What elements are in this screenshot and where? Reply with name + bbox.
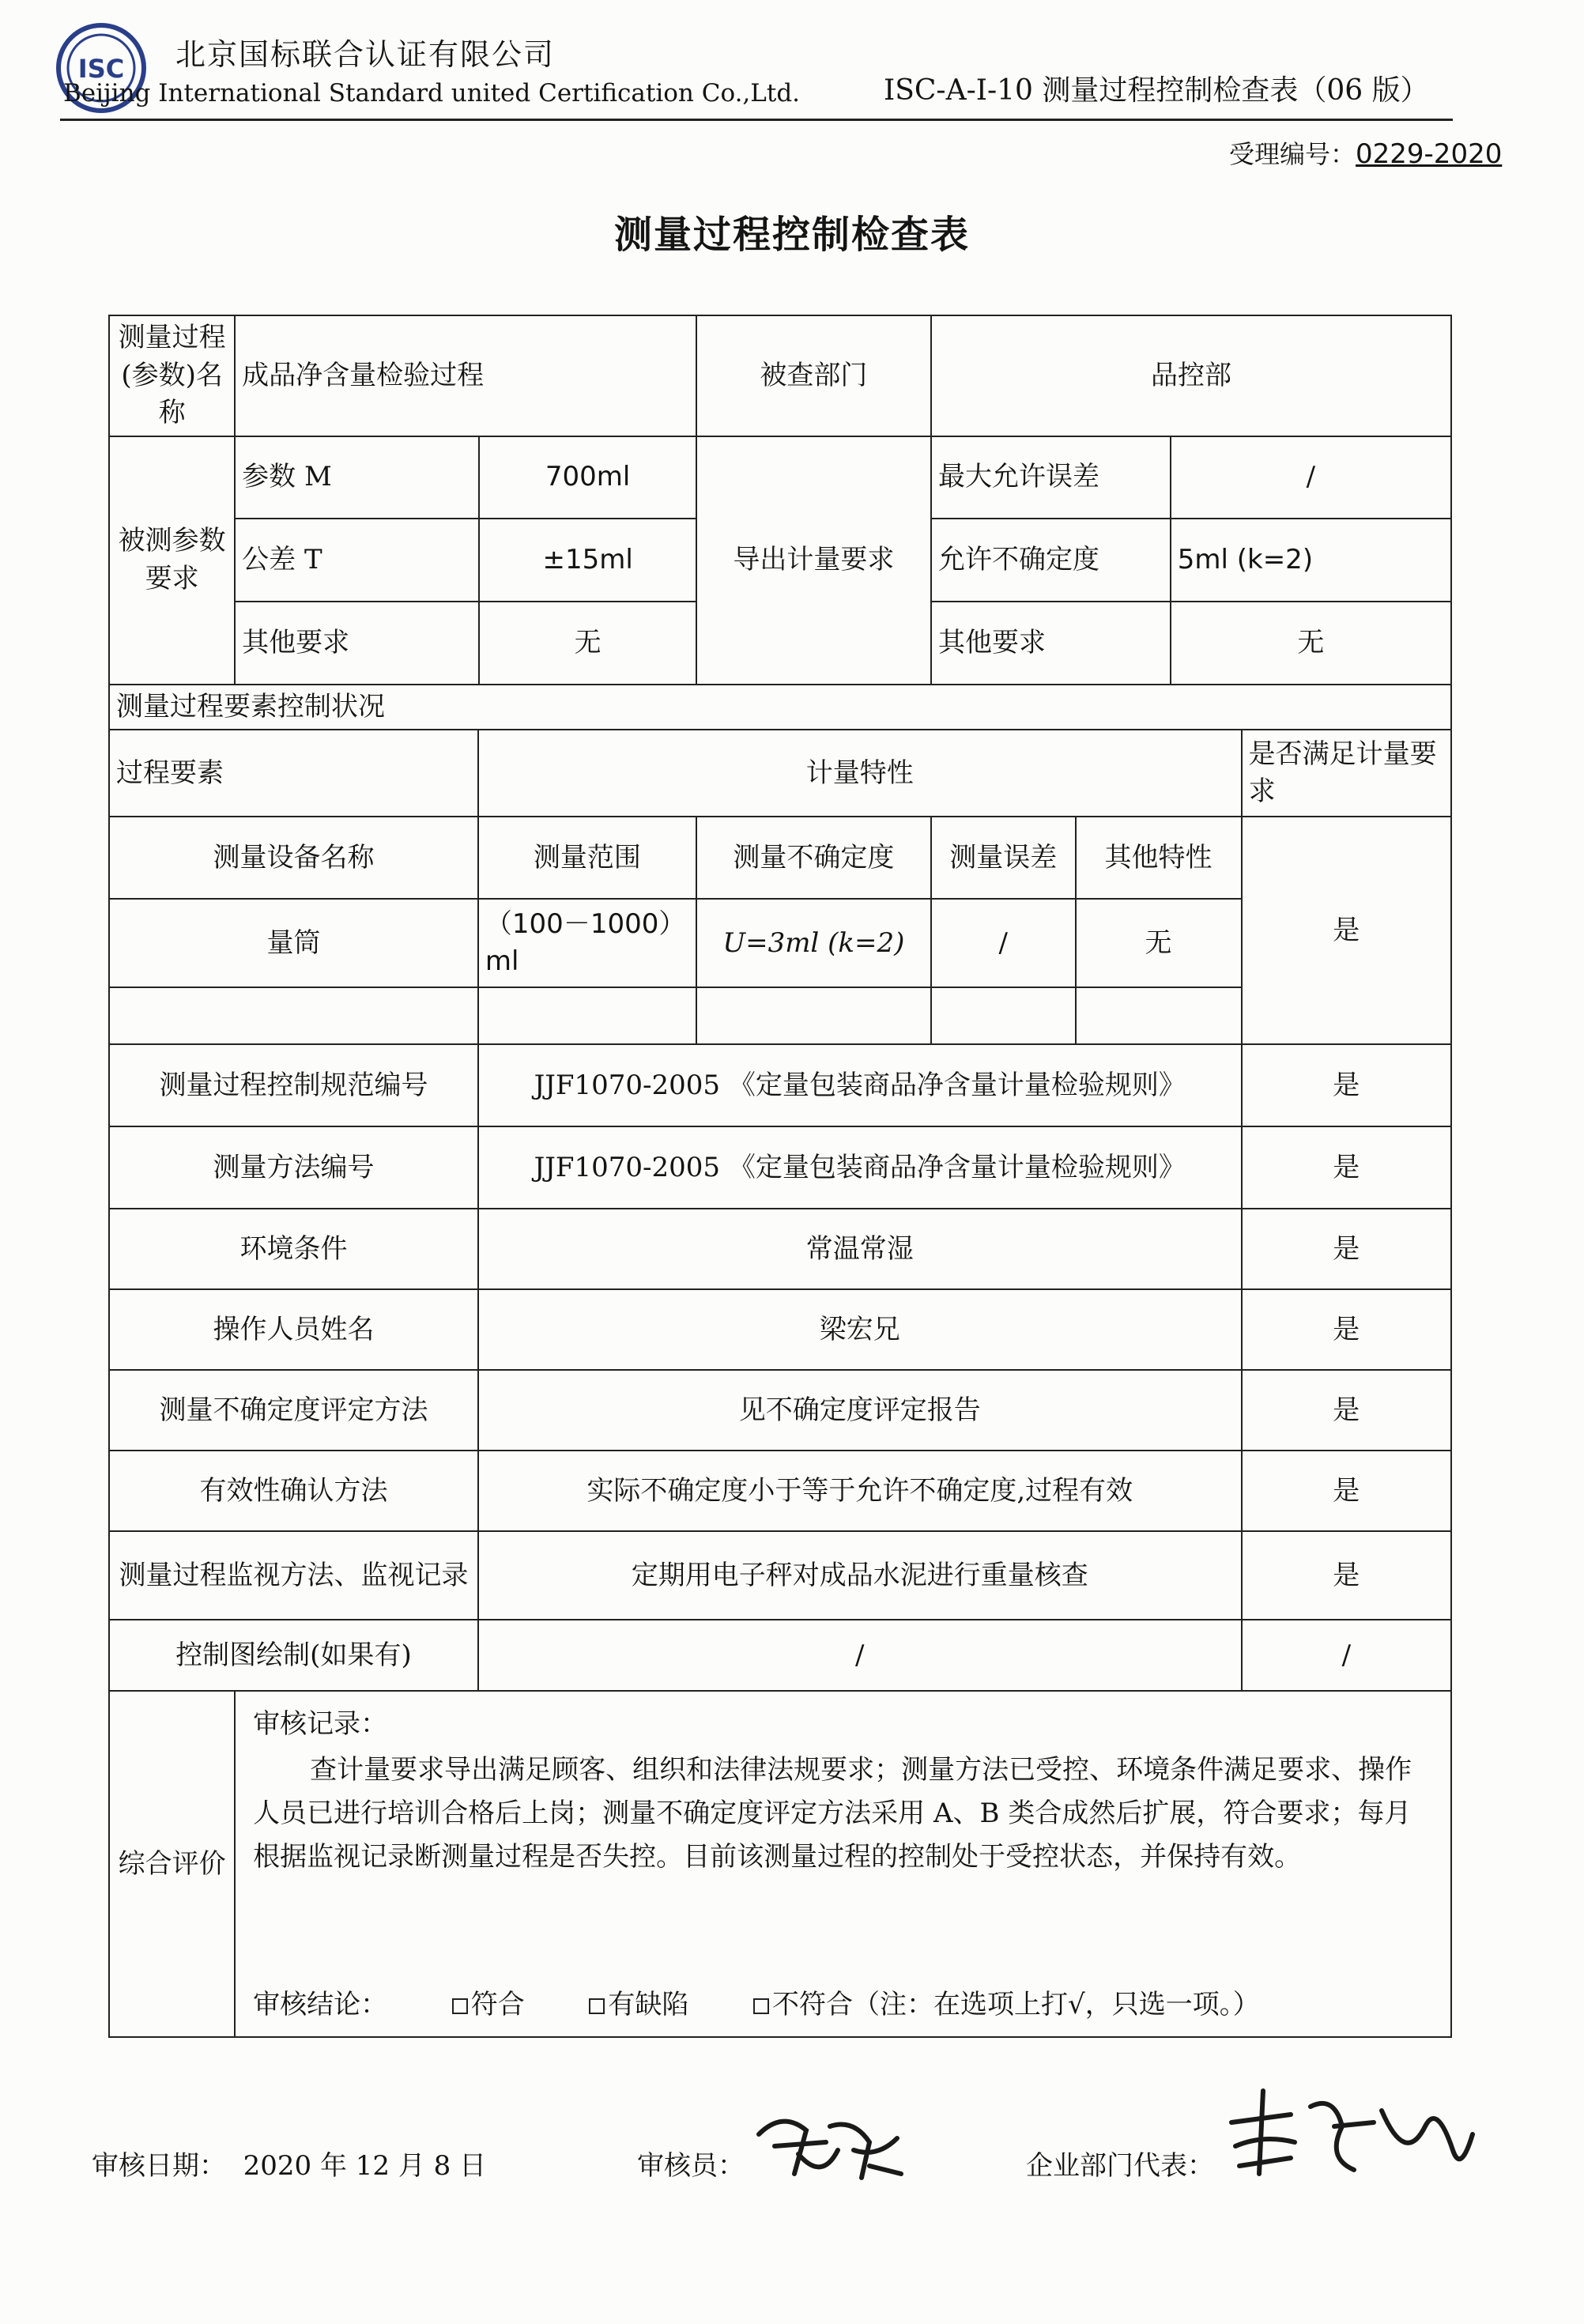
auditor-signature <box>751 2103 909 2190</box>
dept-label: 被查部门 <box>696 315 931 436</box>
evaluation-content <box>235 1691 1451 2037</box>
element-value: 定期用电子秤对成品水泥进行重量核查 <box>478 1531 1242 1620</box>
max-error-value: / <box>1171 437 1450 519</box>
other-req-label: 其他要求 <box>236 602 479 683</box>
process-name-label: 测量过程(参数)名称 <box>109 315 235 436</box>
element-label: 操作人员姓名 <box>109 1289 478 1370</box>
page-title: 测量过程控制检查表 <box>613 213 970 257</box>
element-value: 实际不确定度小于等于允许不确定度,过程有效 <box>478 1451 1242 1531</box>
audit-date <box>92 2144 486 2183</box>
col-metrology: 计量特性 <box>478 730 1242 817</box>
audit-date-label: 审核日期： <box>92 2150 226 2182</box>
element-label: 有效性确认方法 <box>109 1451 478 1531</box>
equip-range-header: 测量范围 <box>478 817 696 899</box>
conclusion-label: 审核结论： <box>253 1988 388 2020</box>
option-conform: 符合 <box>470 1988 525 2020</box>
element-label: 控制图绘制(如果有) <box>109 1620 478 1691</box>
element-value: 梁宏兄 <box>478 1289 1242 1370</box>
option-nonconform: 不符合 <box>772 1988 854 2020</box>
rep-signature <box>1216 2079 1477 2190</box>
col-process-element: 过程要素 <box>109 730 478 817</box>
col-satisfy: 是否满足计量要求 <box>1242 730 1451 817</box>
equip-other-header: 其他特性 <box>1076 817 1242 899</box>
param-req-label: 被测参数要求 <box>109 436 235 685</box>
element-label: 环境条件 <box>109 1209 478 1289</box>
acceptance-label: 受理编号： <box>1229 139 1356 169</box>
info-row-1 <box>109 315 1451 436</box>
element-satisfy: 是 <box>1242 1289 1451 1370</box>
element-value: JJF1070-2005 《定量包装商品净含量计量检验规则》 <box>478 1044 1242 1126</box>
review-record-text: 查计量要求导出满足顾客、组织和法律法规要求；测量方法已受控、环境条件满足要求、操作人员已进行培训合格后上岗；测量不确定度评定方法采用 A、B 类合成然后扩展，符合要求；每月根据监视记录断测量过程是否失控。目前该测量过程的控制处于受控状态，并保持有效。 <box>253 1753 1412 1873</box>
derived-req-label: 导出计量要求 <box>696 436 931 685</box>
other-req2-label: 其他要求 <box>932 602 1171 683</box>
audit-date-value: 2020 年 12 月 8 日 <box>243 2150 487 2182</box>
equip-error: / <box>931 899 1076 987</box>
element-value: 见不确定度评定报告 <box>478 1370 1242 1451</box>
param-m-value: 700ml <box>479 437 695 519</box>
element-satisfy: 是 <box>1242 1451 1451 1531</box>
inspection-table <box>108 315 1452 2038</box>
equip-satisfy: 是 <box>1242 817 1451 1044</box>
process-name-value: 成品净含量检验过程 <box>235 315 696 436</box>
element-label: 测量不确定度评定方法 <box>109 1370 478 1451</box>
acceptance-value: 0229-2020 <box>1356 138 1503 170</box>
other-req-value: 无 <box>479 602 695 683</box>
allowed-uncertainty-label: 允许不确定度 <box>932 519 1171 602</box>
header-divider <box>60 119 1453 121</box>
element-value: JJF1070-2005 《定量包装商品净含量计量检验规则》 <box>478 1126 1242 1209</box>
conclusion-note: （注：在选项上打√，只选一项。） <box>853 1988 1260 2020</box>
info-row-2 <box>109 436 1451 685</box>
element-label: 测量方法编号 <box>109 1126 478 1209</box>
element-satisfy: 是 <box>1242 1126 1451 1209</box>
equip-name-header: 测量设备名称 <box>109 817 478 899</box>
company-name-cn: 北京国标联合认证有限公司 <box>175 37 556 72</box>
review-record-label: 审核记录： <box>253 1708 388 1741</box>
other-req2-value: 无 <box>1171 602 1450 683</box>
equip-uncertainty-header: 测量不确定度 <box>696 817 931 899</box>
equip-other: 无 <box>1076 899 1242 987</box>
equip-range: （100－1000）ml <box>478 899 696 987</box>
auditor-label: 审核员： <box>637 2150 745 2182</box>
element-satisfy: 是 <box>1242 1531 1451 1620</box>
evaluation-label: 综合评价 <box>109 1691 235 2037</box>
acceptance-number <box>1229 134 1502 171</box>
element-value: 常温常湿 <box>478 1209 1242 1289</box>
element-satisfy: / <box>1242 1620 1451 1691</box>
checkbox-conform[interactable] <box>452 1998 468 2014</box>
equip-uncertainty: U=3ml (k=2) <box>696 899 931 987</box>
element-satisfy: 是 <box>1242 1209 1451 1289</box>
allowed-uncertainty-value: 5ml (k=2) <box>1171 519 1450 602</box>
elements-section-label: 测量过程要素控制状况 <box>109 685 1451 730</box>
rep-label: 企业部门代表： <box>1026 2150 1214 2182</box>
param-m-label: 参数 M <box>236 437 479 519</box>
element-label: 测量过程监视方法、监视记录 <box>109 1531 478 1620</box>
element-satisfy: 是 <box>1242 1370 1451 1451</box>
tolerance-value: ±15ml <box>479 519 695 602</box>
checkbox-defect[interactable] <box>589 1998 605 2014</box>
option-defect: 有缺陷 <box>608 1988 689 2020</box>
review-conclusion <box>253 1986 1260 2024</box>
equip-error-header: 测量误差 <box>931 817 1076 899</box>
element-label: 测量过程控制规范编号 <box>109 1044 478 1126</box>
checkbox-nonconform[interactable] <box>753 1998 769 2014</box>
max-error-label: 最大允许误差 <box>932 437 1171 519</box>
form-code: ISC-A-I-10 测量过程控制检查表（06 版） <box>884 74 1429 107</box>
logo-text: ISC <box>77 54 125 84</box>
dept-value: 品控部 <box>931 315 1451 436</box>
equip-name: 量筒 <box>109 899 478 987</box>
element-value: / <box>478 1620 1242 1691</box>
company-name-en: Beijing International Standard united Certification Co.,Ltd. <box>63 79 801 108</box>
tolerance-label: 公差 T <box>236 519 479 602</box>
element-satisfy: 是 <box>1242 1044 1451 1126</box>
